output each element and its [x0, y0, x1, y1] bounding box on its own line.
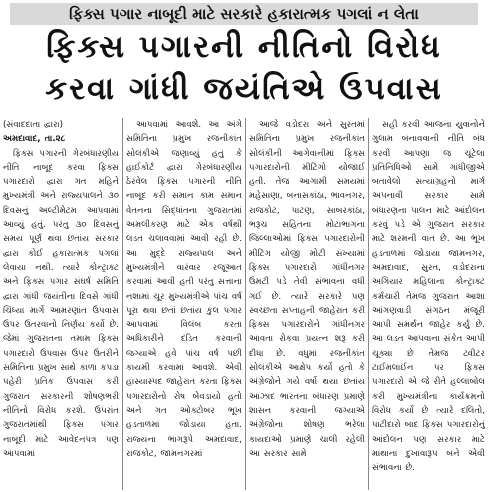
article-column-3 — [249, 118, 365, 490]
column-text: સહી કરવી આજના યુવાનોને ગુલામ બનાવવાની નીતિ બંધ કરવી આપણા જ ચૂંટેલા પ્રતિનિધિઓ સામે ગાંધીજીએ બતાવેલો સત્યાગ્રહનો માર્ગ અપનાવી સરકાર સામે બંધારણના પાલન માટે આંદોલન કરવું પડે એ ગુજરાત સરકાર માટે શરમની વાત છે. આ ભૂખ હડતાળમાં જોડાયા જામનગર, અમદાવાદ, સુરત, વડોદરાના અગિયાર મહિલાના કોન્ટ્રાક્ટ કર્મચારી તેમજ ગુજરાત આશા આંગણવાડી સંગઠન મંજૂરી આપી સમર્થન જાહેર કર્યું છે. આ લડત આપવાના સંકેત આપી ચૂક્યા છે તેમજ ટ્વીટર ટાઈમલાઈન પર ફિક્સ પગારદારો એ જે રીતે હલ્લાબોલ કરી મુખ્યમંત્રીના કાર્યક્રમનો વિરોધ કર્યો છે ત્યારે દલિતો, પાટીદારો બાદ ફિક્સ પગારદારોનું આંદોલન પણ સરકાર માટે માથાના દુખાવારૂપ બને એવી સંભાવના છે. — [372, 120, 485, 474]
main-headline-line-2: કરવા ગાંધી જયંતિએ ઉપવાસ — [45, 71, 443, 107]
column-divider — [368, 118, 369, 490]
column-text: આજે વડોદરા અને સુરતમાં સમિતિના પ્રમુખ રજનીકાંત સોલંકીની આગેવાનીમાં ફિક્સ પગારદારોની મીટિંગો યોજાઈ હતી. તેજ આગામી સમયમાં મહેસાણા, બનાસકાંઠા, ભાવનગર, રાજકોટ, પાટણ, સાબરકાંઠા, ભરૂચ સહિતના મોટાભાગના જિલ્લાઓમાં ફિક્સ પગારદારોની મીટિંગ યોજી મોટી સંખ્યામાં ફિક્સ પગારદારો ગાંધીનગર ઉમટી પડે તેવી સંભાવના વધી ગઈ છે. ત્યારે સરકારે પણ સ્વચ્છતા સપ્તાહની જાહેરાત કરી ફિક્સ પગારદારોને ગાંધીનગર આવતા રોકવા પ્રયત્ન શરૂ કરી દીધા છે. વધુમાં રજનીકાંત સોલંકીએ આક્ષેપ કર્યો હતો કે અંગ્રેજોને ગયે વર્ષો થયા છતાંય આઝાદ ભારતના બંધારણ પ્રમાણે શાસન કરવાની જગ્યાએ અંગ્રેજોના શોષણ ભરેલા કાયદાઓ પ્રમાણે ચાલી રહેલી આ સરકાર સામે — [249, 120, 365, 459]
column-divider — [122, 118, 123, 490]
column-text: ફિક્સ પગારની ગેરબંધારણીય નીતિ નાબૂદ કરવા ફિક્સ પગારદારો દ્વારા ગત મહિને મુખ્યમંત્રી અને રાજ્યપાલને ૩૦ દિવસનું અલ્ટીમેટમ આપવામાં આવ્યું હતું. પરંતુ ૩૦ દિવસનું સમય પૂર્ણ થવા છતાંય સરકાર દ્વારા કોઈ હકારાત્મક પગલાં લેવાયા નથી. ત્યારે કોન્ટ્રાક્ટ અને ફિક્સ પગાર સંઘર્ષ સમિતિ દ્વારા ગાંધી જયંતીના દિવસે ગાંધી ચિંધ્યા માર્ગે આમરણાંત ઉપવાસ ઉપર ઉતરવાનો નિર્ણય કર્યો છે. જેમાં ગુજરાતના તમામ ફિક્સ પગારદારો ઉપવાસ ઉપર ઉતરીને સમિતિના પ્રમુખ સાથે કાળા કપડા પહેરી પ્રતિક ઉપવાસ કરી ગુજરાત સરકારની શોષણભરી નીતિનો વિરોધ કરશે. ઉપરાંત ગુજરાતમાંથી ફિક્સ પગાર નાબૂદી માટે આવેદનપત્ર પણ આપવામાં — [3, 148, 119, 459]
kicker-headline: ફિક્સ પગાર નાબૂદી માટે સરકારે હકારાત્મક પગલાં ન લેતા — [10, 3, 478, 25]
main-headline-line-1: ફિક્સ પગારની નીતિનો વિરોધ — [46, 29, 442, 65]
dateline: અમદાવાદ, તા.૨૮ — [3, 134, 66, 145]
article-column-4 — [372, 118, 485, 490]
article-column-1 — [3, 118, 119, 490]
article-column-2 — [126, 118, 242, 490]
column-text: આપવામાં આવશે. આ અંગે સમિતિના પ્રમુખ રજનીકાંત સોલંકીએ જણાવ્યું હતું કે હાઈકોર્ટ દ્વારા ગેરબંધારણીય ઠેરવેલ ફિક્સ પગારની નીતિ નાબૂદ કરી સમાન કામ સમાન વેતનના સિદ્ધાંતના ગુજરાતમાં અમલીકરણ માટે એક વર્ષથી લડત ચલાવવામાં આવી રહી છે. આ મુદ્દે રાજ્યપાલ અને મુખ્યમંત્રીને વારંવાર રજૂઆત કરવામાં આવી હતી પરંતુ સત્તાના નશામાં ચૂર મુખ્યમંત્રીએ પાંચ વર્ષ પૂરા થવા છતાં છતાંય કુલ પગાર આપવામાં વિલંબ કરતા અધિકારીને દંડિત કરવાની જગ્યાએ હવે પાંચ વર્ષ પછી કાયમી કરવામાં આવશે. એવી હાસ્યાસ્પદ જાહેરાત કરતા ફિક્સ પગારદારોનો રોષ બેવડાયો હતો અને ગત ઓક્ટોબર ભૂખ હડતાળમાં જોડાયા હતા. રાજ્યના ભાગરૂપે અમદાવાદ, રાજકોટ, જામનગરમાં — [126, 120, 242, 459]
column-divider — [245, 118, 246, 490]
byline: (સંવાદદાતા દ્વારા) — [3, 120, 64, 130]
